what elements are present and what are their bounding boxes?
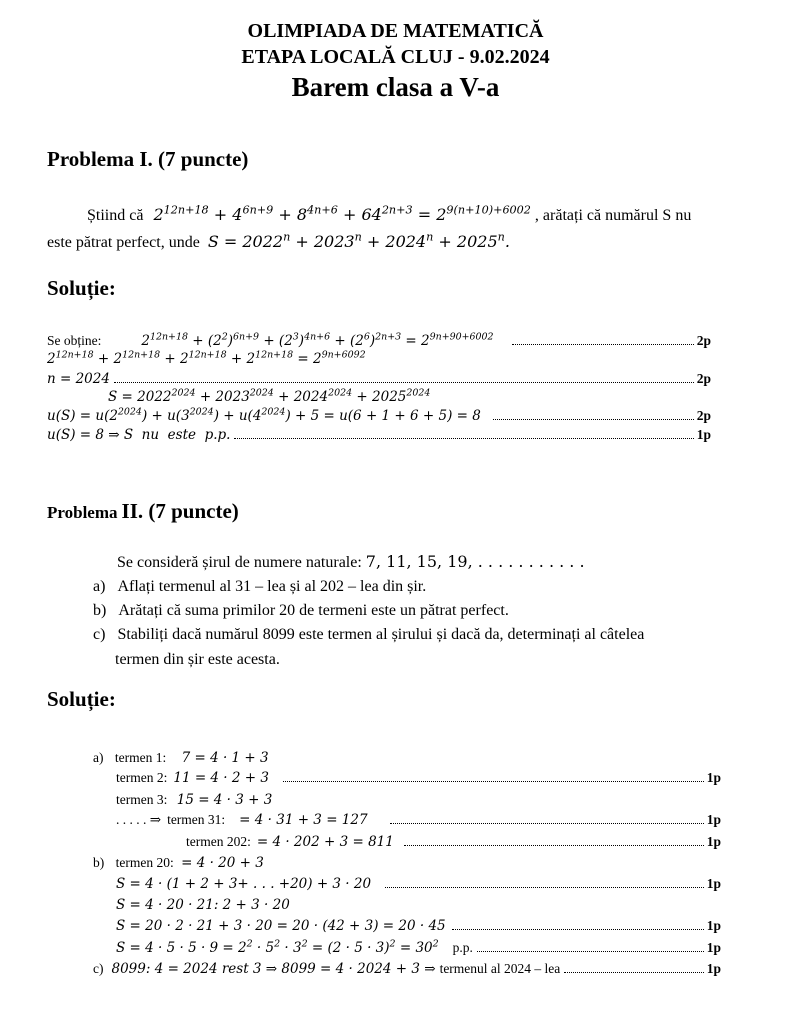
pp-label: p.p. — [452, 940, 473, 955]
problem-2-title — [47, 499, 239, 524]
term-label: termen 202: — [186, 834, 251, 849]
term-label: termen 3: — [116, 792, 168, 807]
solution-2-a-term1: a) termen 1: 7 = 4 · 1 + 3 — [93, 750, 269, 766]
term-label: termen 31: — [167, 812, 226, 827]
problem-2-item-b — [93, 602, 509, 620]
solution-1-row-6: u(S) = 8 ⇒ S nu este p.p. 1p — [47, 427, 711, 443]
sequence: 7, 11, 15, 19, . . . . . . . . . . . — [365, 552, 585, 571]
solution-2-a-term2: termen 2: 11 = 4 · 2 + 3 1p — [116, 770, 721, 786]
se-obtine-label: Se obține: — [47, 333, 102, 348]
item-label: c) — [93, 626, 106, 643]
solution-1-row-5: $u(S) = u(2^{2024}) + u(3^{2024}) + u(4^{2024}) + 5 = u(6 + 1 + 6 + 5) = 8$ 2p — [47, 406, 711, 424]
term-label: termen 1: — [114, 750, 167, 765]
solution-2-b-term20: b) termen 20: = 4 · 20 + 3 — [93, 855, 264, 871]
solution-1-row-1: Se obține: $2^{12n+18} + (2^2)^{6n+9} + (2^3)^{4n+6} + (2^6)^{2n+3} = 2^{9n+90+6002}$ 2p — [47, 331, 711, 349]
item-text: Arătați că suma primilor 20 de termeni este un pătrat perfect. — [118, 602, 509, 619]
problem-1-title: Problema I. (7 puncte) — [47, 147, 249, 171]
term-label: termen 2: — [116, 770, 168, 785]
points: 1p — [706, 770, 721, 785]
intro-text: Se consideră șirul de numere naturale: — [117, 554, 362, 571]
solution-2-b-row2: S = 4 · 20 · 21: 2 + 3 · 20 — [116, 897, 290, 913]
solution-2-a-term3: termen 3: 15 = 4 · 3 + 3 — [116, 792, 273, 808]
points: 2p — [696, 408, 711, 423]
solution-1-row-4: $S = 2022^{2024} + 2023^{2024} + 2024^{2024} + 2025^{2024}$ — [108, 387, 431, 405]
problem-2-item-c-cont: termen din șir este acesta. — [115, 651, 280, 668]
points: 1p — [706, 961, 721, 976]
points: 1p — [706, 834, 721, 849]
problem-word: Problema — [47, 503, 118, 522]
solution-2-b-row4: $S = 4 \cdot 5 \cdot 5 \cdot 9 = 2^2 \cdot 5^2 \cdot 3^2 = (2 \cdot 5 \cdot 3)^2 = 30^2$ p.p. 1p — [116, 938, 721, 956]
item-label: a) — [93, 578, 106, 595]
item-text: Aflați termenul al 31 – lea și al 202 – lea din șir. — [117, 578, 427, 595]
solution-1-title: Soluție: — [47, 276, 116, 300]
points: 1p — [706, 940, 721, 955]
solution-1-row-2: $2^{12n+18} + 2^{12n+18} + 2^{12n+18} + 2^{12n+18} = 2^{9n+6092}$ — [47, 349, 366, 367]
points: 1p — [706, 876, 721, 891]
problem-1-statement-line2: este pătrat perfect, unde $S = 2022^n + 2023^n + 2024^n + 2025^n$. — [47, 230, 510, 251]
problem-1-statement-line1: Știind că $2^{12n+18} + 4^{6n+9} + 8^{4n+6} + 64^{2n+3} = 2^{9(n+10)+6002}$ , arătați că numărul S nu — [87, 203, 692, 224]
points: 1p — [696, 427, 711, 442]
solution-1-row-3: n = 2024 2p — [47, 371, 711, 387]
points: 2p — [696, 333, 711, 348]
points: 1p — [706, 918, 721, 933]
solution-2-b-row3: S = 20 · 2 · 21 + 3 · 20 = 20 · (42 + 3) = 20 · 45 1p — [116, 918, 721, 934]
solution-2-b-row1: S = 4 · (1 + 2 + 3+ . . . +20) + 3 · 20 1p — [116, 876, 721, 892]
solution-2-a-term31: . . . . . ⇒ termen 31: = 4 · 31 + 3 = 127 1p — [116, 812, 721, 828]
olympiad-title: OLIMPIADA DE MATEMATICĂ — [247, 20, 544, 42]
problem-2-intro — [117, 552, 585, 572]
grade-title: Barem clasa a V-a — [291, 72, 500, 102]
points: 2p — [696, 371, 711, 386]
c-conclusion: termenul al 2024 – lea — [439, 961, 561, 976]
problem-2-item-a — [93, 578, 426, 596]
statement-text: este pătrat perfect, unde — [47, 234, 200, 251]
solution-2-title: Soluție: — [47, 687, 116, 711]
problem-number: II. (7 puncte) — [121, 499, 239, 523]
item-label: b) — [93, 602, 107, 619]
problem-2-item-c — [93, 626, 644, 644]
statement-text: , arătați că numărul S nu — [534, 207, 692, 224]
solution-2-c-row: c) 8099: 4 = 2024 rest 3 ⇒ 8099 = 4 · 2024 + 3 ⇒ termenul al 2024 – lea 1p — [93, 961, 721, 977]
stage-title: ETAPA LOCALĂ CLUJ - 9.02.2024 — [241, 46, 550, 68]
statement-text: Știind că — [87, 207, 144, 224]
solution-2-a-term202: termen 202: = 4 · 202 + 3 = 811 1p — [186, 834, 721, 850]
term-label: termen 20: — [115, 855, 174, 870]
item-text: Stabiliți dacă numărul 8099 este termen al șirului și dacă da, determinați al câtelea — [117, 626, 645, 643]
points: 1p — [706, 812, 721, 827]
